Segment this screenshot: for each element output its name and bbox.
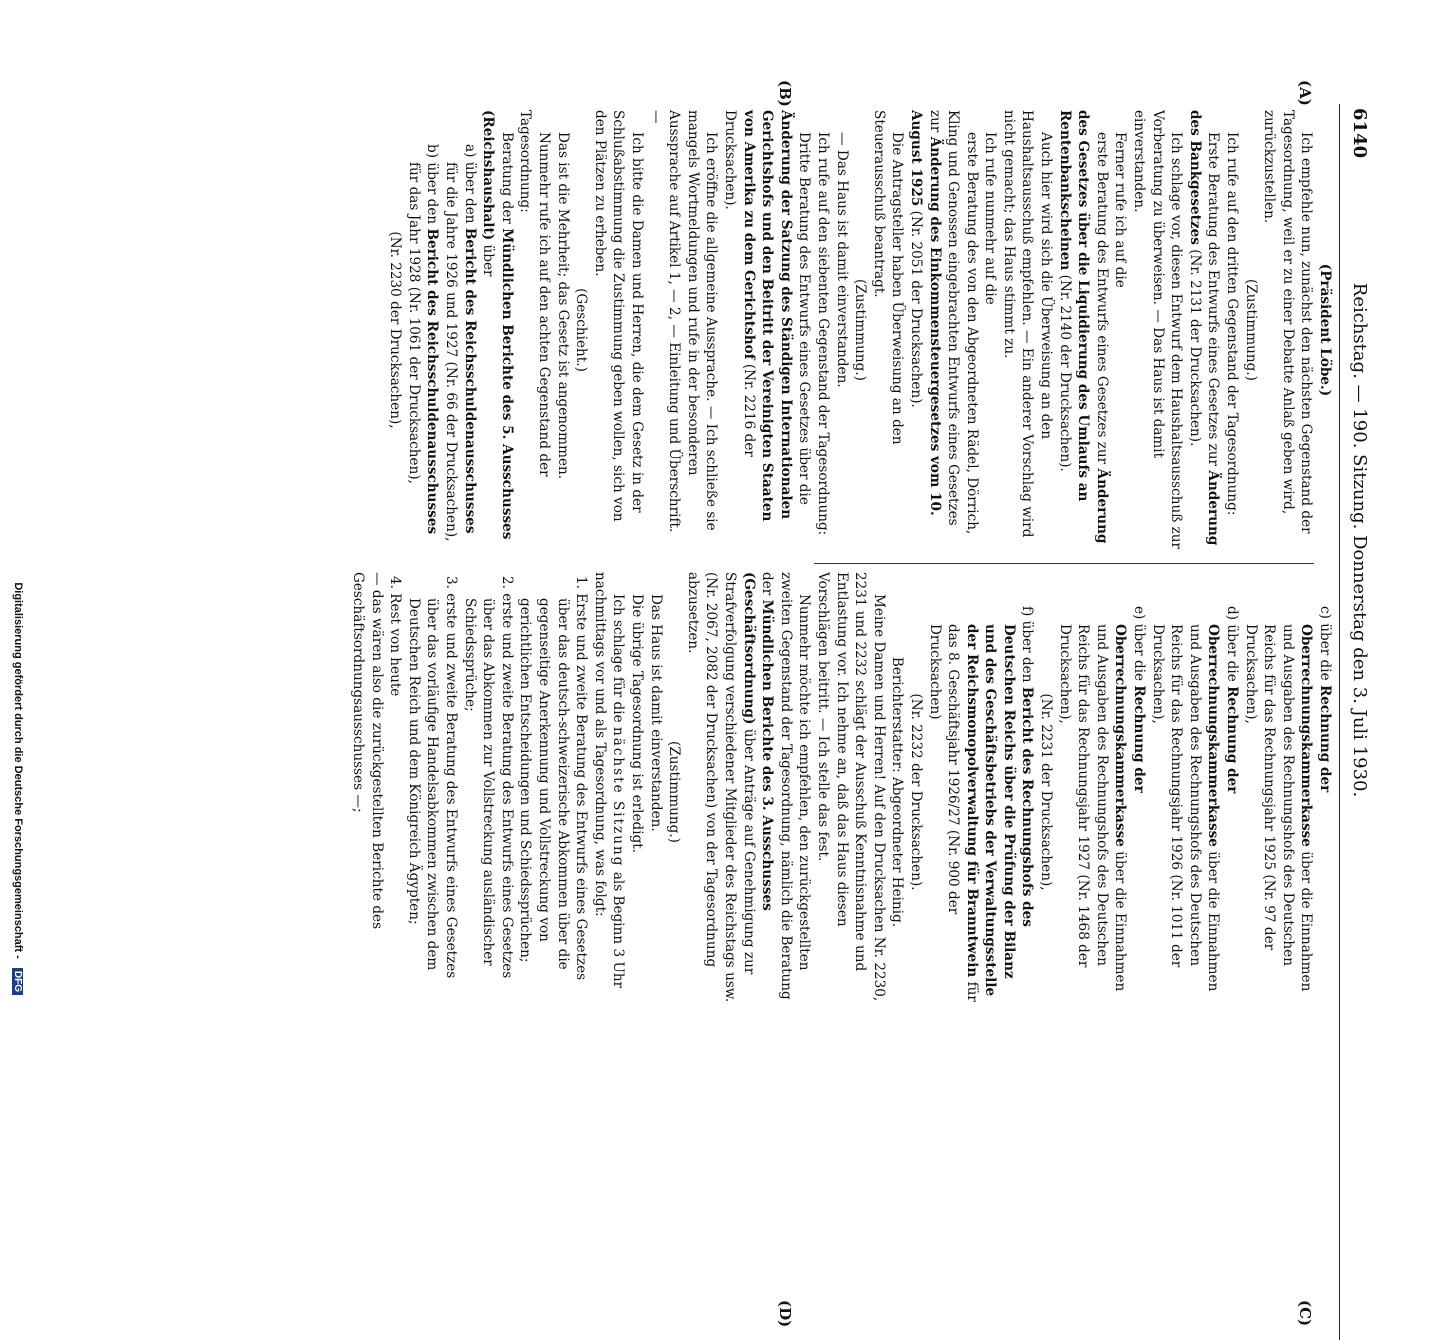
agenda-item <box>720 110 813 550</box>
sub-item-label: a) über den <box>461 144 478 224</box>
reference: (Nr. 2230 der Drucksachen), <box>387 231 404 429</box>
speaker-name: (Präsident Löbe.) <box>1317 263 1333 397</box>
paragraph <box>590 572 627 1012</box>
agenda-list-item: 4. Rest von heute <box>387 576 404 697</box>
sub-item-label: c) über die <box>1317 606 1333 681</box>
paragraph: Auch hier wird sich die Überweisung an den Haushaltsausschuß empfehlen. — Ein anderer Vorschlag wird nicht gemacht; das Haus stimmt zu. <box>1000 110 1055 538</box>
sub-item-label: b) über den <box>424 144 441 225</box>
left-column <box>386 110 1334 550</box>
paragraph-text: als Beginn 3 Uhr nachmittags vor und als Tagesordnung, was folgt: <box>591 572 627 989</box>
sub-item-c <box>1241 572 1334 1012</box>
paragraph: Das ist die Mehrheit; das Gesetz ist angenommen. <box>554 132 571 480</box>
agenda-text: erste Beratung des Entwurfs eines Gesetzes zur <box>1093 132 1110 465</box>
sub-item-text: für das 8. Geschäftsjahr 1926/27 (Nr. 900 der Drucksachen) <box>926 624 980 1002</box>
interjection: (Geschieht.) <box>573 288 590 372</box>
paragraph: Die Antragsteller haben Überweisung an den Steuerausschuß beantragt. <box>870 110 906 445</box>
margin-mark-d: (D) <box>776 1300 794 1328</box>
paragraph: Ich bitte die Damen und Herren, die dem Gesetz in der Schlußabstimmung die Zustimmung geben wollen, sich von den Plätzen zu erheben. <box>591 110 646 522</box>
paragraph-text: über Anträge auf Genehmigung zur Strafverfolgung verschiedener Mitglieder des Reichstags usw. (Nr. 2067, 2082 der Drucksachen) <box>703 572 757 1003</box>
column-divider <box>814 563 1314 564</box>
interjection: (Zustimmung.) <box>666 741 683 843</box>
agenda-item <box>1185 110 1222 550</box>
paragraph <box>683 572 813 1012</box>
paragraph: Meine Damen und Herren! Auf den Drucksachen Nr. 2230, 2231 und 2232 schlägt der Ausschuß Kenntnisnahme und Entlastung vor. Ich nehme an, daß das Haus diesen Vorschlägen beitritt. — Ich stelle das fest. <box>814 572 887 1002</box>
agenda-title: Änderung des Bankgesetzes <box>1186 110 1222 546</box>
paragraph: Nunmehr rufe ich auf den achten Gegenstand der Tagesordnung: <box>517 110 553 477</box>
sub-item-label: d) über die <box>1224 606 1241 682</box>
interjection: (Zustimmung.) <box>852 279 869 381</box>
paragraph: — Das Haus ist damit einverstanden. <box>833 132 850 388</box>
sub-item-title: Bericht des Reichsschuldenausschusses <box>424 228 441 535</box>
agenda-list-item: 1. Erste und zweite Beratung des Entwurfs eines Gesetzes über das deutsch-schweizerische Abkommen über die gegenseitige Anerkennung und Vollstreckung von gerichtlichen Entscheidungen und Schiedssprüchen; <box>517 576 590 981</box>
footer-text: Digitalisierung gefördert durch die Deutsche Forschungsgemeinschaft - <box>12 582 24 959</box>
agenda-title: Änderung des Einkommensteuergesetzes vom 10. August 1925 <box>907 110 943 516</box>
right-column <box>349 572 1334 1012</box>
agenda-title: Änderung des Gesetzes über die Liquidierung des Umlaufs an Rentenbankscheinen <box>1056 110 1110 544</box>
sub-item-text: für das Jahr 1928 (Nr. 1061 der Drucksachen), <box>405 162 422 484</box>
paragraph: Die übrige Tagesordnung ist erledigt. <box>629 594 646 854</box>
sub-item-title: Rechnung der Oberrechnungskammerkasse <box>1205 624 1241 847</box>
sub-item-title: Rechnung der Oberrechnungskammerkasse <box>1298 624 1333 847</box>
reference: (Nr. 2231 der Drucksachen), <box>1038 693 1055 891</box>
paragraph: — das wären also die zurückgestellten Berichte des Geschäftsordnungsausschusses —; <box>350 572 385 930</box>
agenda-list-item: 3. erste und zweite Beratung des Entwurfs eines Gesetzes über das vorläufige Handelsabkommen zwischen dem Deutschen Reich und dem Königreich Ägypten; <box>405 576 460 979</box>
sub-item-e <box>1055 572 1148 1012</box>
paragraph: Ferner rufe ich auf die <box>1112 132 1129 288</box>
agenda-ref: (Nr. 2131 der Drucksachen). <box>1186 249 1203 447</box>
paragraph: Das Haus ist damit einverstanden. <box>647 594 664 832</box>
paragraph-text: von der Tagesordnung abzusetzen. <box>684 572 720 968</box>
agenda-ref: (Nr. 2216 der Drucksachen). <box>722 110 757 457</box>
digitization-footer <box>6 5 24 995</box>
agenda-title: Änderung der Satzung des Ständigen Internationalen Gerichtshofs und den Beitritt der Vereinigten Staaten von Amerika zu dem Gerichtshof <box>740 110 794 522</box>
sub-item-text: über die Einnahmen und Ausgaben des Rechnungshofs des Deutschen Reichs für das Rechnungsjahr 1925 (Nr. 97 der Drucksachen), <box>1242 624 1315 992</box>
spaced-emphasis: nächste Sitzung <box>610 726 627 868</box>
agenda-list-item: 2. erste und zweite Beratung des Entwurfs eines Gesetzes über das Abkommen zur Vollstreckung ausländischer Schiedssprüche; <box>461 576 515 979</box>
agenda-text: Beratung der <box>498 132 515 224</box>
margin-mark-c: (C) <box>1296 1300 1314 1327</box>
page-header <box>1344 100 1370 980</box>
reference: (Nr. 2232 der Drucksachen). <box>907 693 924 891</box>
paragraph: Ich rufe auf den siebenten Gegenstand der Tagesordnung: <box>814 132 831 536</box>
agenda-text: über <box>480 244 497 277</box>
paragraph: Ich eröffne die allgemeine Aussprache. — Ich schließe sie mangels Wortmeldungen und rufe in der besonderen Aussprache auf Artikel 1, — 2, — Einleitung und Überschrift. — <box>647 110 720 533</box>
sub-item-title: Rechnung der Oberrechnungskammerkasse <box>1112 624 1148 847</box>
sub-item-f <box>925 572 1037 1012</box>
agenda-item <box>1055 110 1111 550</box>
dfg-logo: DFG <box>12 968 23 995</box>
sub-item-d <box>1148 572 1241 1012</box>
sub-item-label: f) über den <box>1019 606 1036 683</box>
sub-item-title: Bericht des Rechnungshofs des Deutschen Reichs über die Prüfung der Bilanz und des Geschäftsbetriebs der Verwaltungsstelle der Reichsmonopolverwaltung für Branntwein <box>963 624 1036 997</box>
sub-item-b <box>404 110 441 550</box>
sub-item-a <box>442 110 479 550</box>
agenda-item <box>906 110 980 550</box>
agenda-text: Dritte Beratung des Entwurfs eines Gesetzes über die <box>796 132 813 505</box>
agenda-ref: (Nr. 2051 der Drucksachen). <box>907 210 924 408</box>
agenda-text: Erste Beratung des Entwurfs eines Gesetzes zur <box>1205 132 1222 467</box>
sub-item-text: für die Jahre 1926 und 1927 (Nr. 66 der Drucksachen), <box>443 162 460 542</box>
agenda-title: Mündlichen Berichte des 3. Ausschusses (Geschäftsordnung) <box>740 572 776 911</box>
paragraph: Ich rufe auf den dritten Gegenstand der Tagesordnung: <box>1224 132 1241 516</box>
sub-item-title: Bericht des Reichsschuldenausschusses <box>461 227 478 534</box>
paragraph-text: Ich schlage für die <box>610 594 627 723</box>
sub-item-text: über die Einnahmen und Ausgaben des Rechnungshofs des Deutschen Reichs für das Rechnungsjahr 1927 (Nr. 1468 der Drucksachen), <box>1056 624 1129 992</box>
interjection: (Zustimmung.) <box>1242 279 1259 381</box>
paragraph: Ich empfehle nun, zunächst den nächsten Gegenstand der Tagesordnung, weil er zu einer Debatte Anlaß geben wird, zurückzustellen. <box>1261 110 1315 534</box>
margin-mark-a: (A) <box>1296 80 1314 106</box>
running-title: Reichstag. — 190. Sitzung. Donnerstag den 3. Juli 1930. <box>1349 282 1370 798</box>
sub-item-text: über die Einnahmen und Ausgaben des Rechnungshofs des Deutschen Reichs für das Rechnungsjahr 1926 (Nr. 1011 der Drucksachen), <box>1149 624 1222 992</box>
reporter: Berichterstatter: Abgeordneter Heinig. <box>889 656 906 928</box>
margin-mark-b: (B) <box>776 80 794 107</box>
paragraph: Ich schlage vor, diesen Entwurf dem Haushaltsausschuß zur Vorberatung zu überweisen. — Das Haus ist damit einverstanden. <box>1131 110 1185 550</box>
agenda-text: erste Beratung des von den Abgeordneten Rädel, Dörrich, Kling und Genossen eingebrachten Entwurfs eines Gesetzes zur <box>926 110 980 535</box>
agenda-title: Mündlichen Berichte des 5. Ausschusses (Reichshaushalt) <box>480 110 515 540</box>
sub-item-label: e) über die <box>1131 606 1148 682</box>
paragraph: Ich rufe nunmehr auf die <box>982 132 999 305</box>
agenda-item <box>479 110 516 550</box>
agenda-ref: (Nr. 2140 der Drucksachen). <box>1056 274 1073 472</box>
paragraph-text: Nunmehr möchte ich empfehlen, den zurückgestellten zweiten Gegenstand der Tagesordnung, nämlich die Beratung der <box>759 572 813 1000</box>
page-number: 6140 <box>1349 108 1370 159</box>
header-rule <box>1339 104 1340 1340</box>
